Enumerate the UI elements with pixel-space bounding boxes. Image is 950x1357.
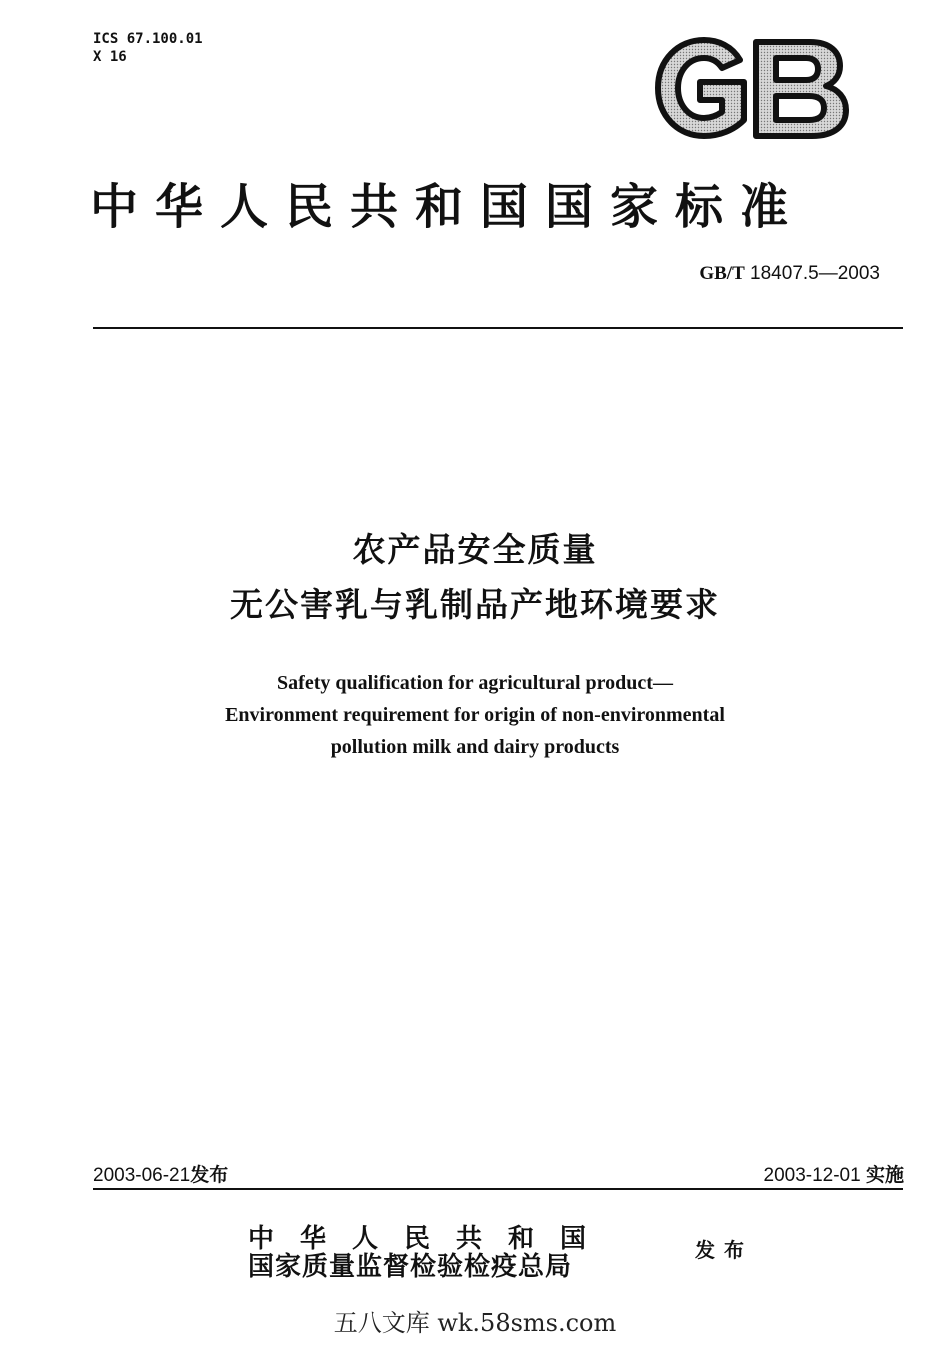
ics-classification-block [93,30,203,66]
issue-date-label: 发布 [190,1164,229,1186]
classification-code: X 16 [93,49,127,65]
english-title-line-2: Environment requirement for origin of non-environmental [225,704,725,726]
header-divider [93,327,903,329]
issuer-action: 发布 [695,1238,753,1262]
implementation-date-label: 实施 [865,1164,904,1186]
footer-divider [93,1188,903,1190]
issuer-line-1: 中华人民共和国 [248,1224,613,1254]
english-title-line-3: pollution milk and dairy products [330,736,620,758]
chinese-title [75,522,875,632]
implementation-date-value: 2003-12-01 [763,1165,861,1186]
chinese-title-line-1: 农产品安全质量 [352,530,598,569]
issue-date-value: 2003-06-21 [93,1165,191,1186]
standard-number-prefix: GB/T [699,263,745,284]
english-title-line-1: Safety qualification for agricultural product— [277,672,673,694]
standard-number [600,263,880,285]
issuer-line-2: 国家质量监督检验检疫总局 [248,1252,573,1282]
gb-logo [652,36,850,140]
national-standard-heading: 中华人民共和国国家标准 [90,179,806,235]
issue-date [93,1160,228,1187]
implementation-date [640,1160,904,1187]
english-title [75,667,875,763]
ics-code: ICS 67.100.01 [93,31,203,47]
chinese-title-line-2: 无公害乳与乳制品产地环境要求 [230,585,720,624]
site-watermark: 五八文库 wk.58sms.com [333,1309,617,1337]
standard-number-value: 18407.5—2003 [750,263,880,284]
